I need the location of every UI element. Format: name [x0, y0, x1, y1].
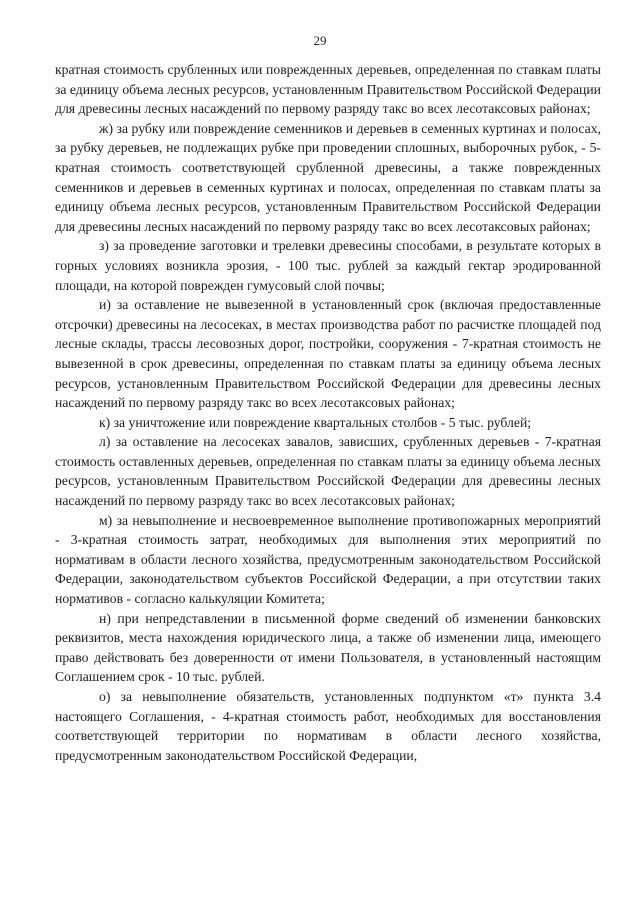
paragraph-item-m: м) за невыполнение и несвоевременное выполнение противопожарных мероприятий - 3-кратная стоимость затрат, необходимых для выполнения этих мероприятий по нормативам в области лесного хозяйства, предусмотренным законодательством Российской Федерации, законодательством субъектов Российской Федерации, а при отсутствии таких нормативов - согласно калькуляции Комитета; [55, 512, 601, 607]
paragraph-item-zh: ж) за рубку или повреждение семенников и деревьев в семенных куртинах и полосах, за рубку деревьев, не подлежащих рубке при проведении сплошных, выборочных рубок, - 5-кратная стоимость соответствующей срубленной древесины, а также поврежденных семенников и деревьев в семенных куртинах и полосах, определенная по ставкам платы за единицу объема лесных ресурсов, установленным Правительством Российской Федерации для древесины лесных насаждений по первому разряду такс во всех лесотаксовых районах; [55, 120, 601, 234]
paragraph-item-n: н) при непредставлении в письменной форме сведений об изменении банковских реквизитов, места нахождения юридического лица, а также об изменении лица, имеющего право действовать без доверенности от имени Пользователя, в установленный настоящим Соглашением срок - 10 тыс. рублей. [55, 610, 601, 685]
paragraph-item-i: и) за оставление не вывезенной в установленный срок (включая предоставленные отсрочки) древесины на лесосеках, в местах производства работ по расчистке площадей под лесные склады, трассы лесовозных дорог, постройки, сооружения - 7-кратная стоимость не вывезенной в срок древесины, определенная по ставкам платы за единицу объема лесных ресурсов, установленным Правительством Российской Федерации для древесины лесных насаждений по первому разряду такс во всех лесотаксовых районах; [55, 297, 601, 411]
paragraph-item-z: з) за проведение заготовки и трелевки древесины способами, в результате которых в горных условиях возникла эрозия, - 100 тыс. рублей за каждый гектар эродированной площади, на которой поврежден гумусовый слой почвы; [55, 238, 601, 293]
paragraph-item-k: к) за уничтожение или повреждение квартальных столбов - 5 тыс. рублей; [99, 414, 532, 430]
paragraph-item-o: о) за невыполнение обязательств, установленных подпунктом «т» пункта 3.4 настоящего Соглашения, - 4-кратная стоимость работ, необходимых для восстановления соответствующей территории по нормативам в области лесного хозяйства, предусмотренным законодательством Российской Федерации, [55, 689, 601, 763]
page-number: 29 [313, 33, 327, 48]
document-body [55, 60, 601, 765]
paragraph-item-l: л) за оставление на лесосеках завалов, зависших, срубленных деревьев - 7-кратная стоимость оставленных деревьев, определенная по ставкам платы за единицу объема лесных ресурсов, установленным Правительством Российской Федерации для древесины лесных насаждений по первому разряду такс во всех лесотаксовых районах; [55, 434, 601, 509]
paragraph-continuation: кратная стоимость срубленных или поврежденных деревьев, определенная по ставкам платы за единицу объема лесных ресурсов, установленным Правительством Российской Федерации для древесины лесных насаждений по первому разряду такс во всех лесотаксовых районах; [55, 62, 601, 117]
